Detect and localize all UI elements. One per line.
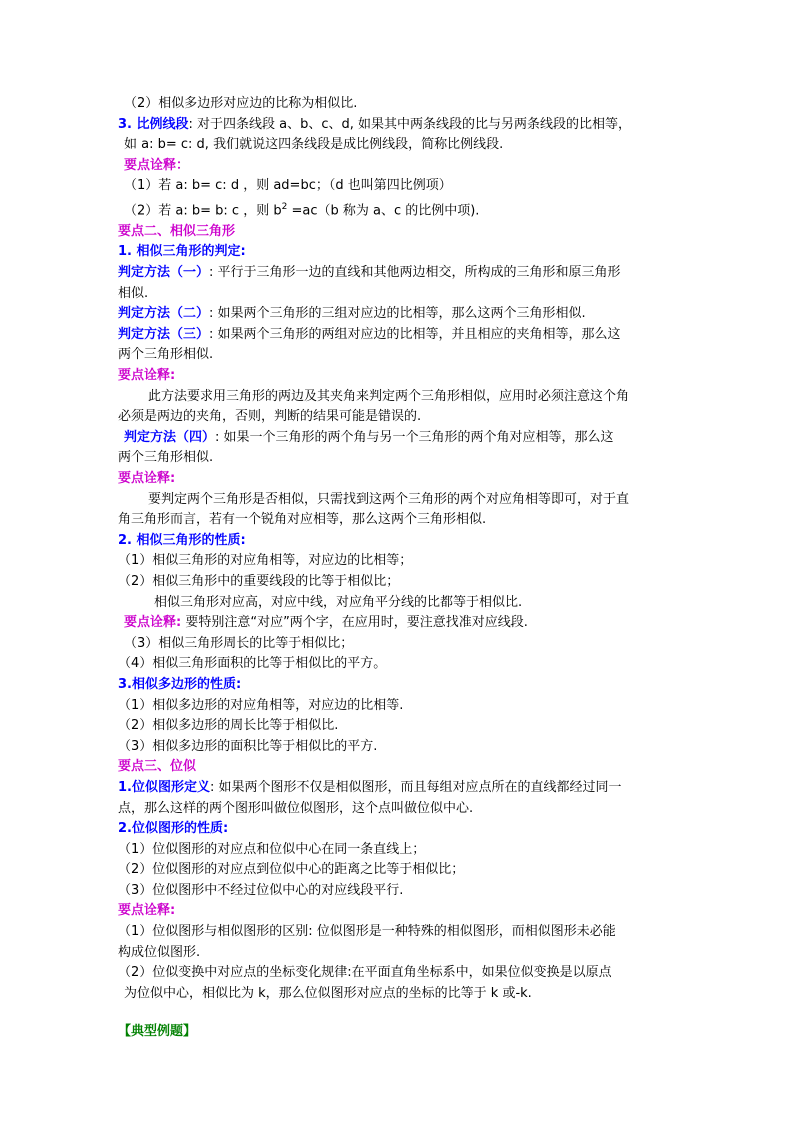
text-line: （3）相似三角形周长的比等于相似比；	[124, 635, 354, 651]
text-line	[118, 115, 666, 136]
text: : 如果一个三角形的两个角与另一个三角形的两个角对应相等，那么这	[215, 429, 614, 445]
section-title: 要点三、位似	[118, 759, 197, 775]
text: : 如果两个三角形的三组对应边的比相等，那么这两个三角形相似.	[209, 306, 586, 322]
text-line: （2）相似三角形中的重要线段的比等于相似比；	[118, 573, 400, 589]
note-heading: 要点诠释:	[118, 368, 176, 384]
text: （2）若 a: b= b: c ，则 b	[124, 203, 282, 219]
method-label: 判定方法（一）	[118, 265, 210, 281]
text-line	[118, 304, 666, 325]
text-line: （4）相似三角形面积的比等于相似比的平方。	[118, 656, 387, 672]
document-page	[118, 94, 666, 1043]
text-line: （3）位似图形中不经过位似中心的对应线段平行.	[118, 882, 404, 898]
text-line: （2）相似多边形对应边的比称为相似比.	[124, 96, 358, 111]
superscript: 2	[281, 201, 288, 212]
text: : 对于四条线段 a、b、c、d, 如果其中两条线段的比与另两条线段的比相等，	[188, 116, 632, 132]
section-heading: 1. 相似三角形的判定:	[118, 244, 246, 260]
text: : 平行于三角形一边的直线和其他两边相交，所构成的三角形和原三角形	[209, 265, 621, 281]
text-line: 相似三角形对应高，对应中线，对应角平分线的比都等于相似比.	[154, 594, 523, 610]
text-line: （1）相似三角形的对应角相等，对应边的比相等；	[118, 553, 413, 569]
text-line: （1）若 a: b= c: d ，则 ad=bc；（d 也叫第四比例项）	[124, 178, 452, 194]
text-line	[118, 263, 666, 284]
method-label: 判定方法（二）	[118, 306, 210, 322]
text-line: （3）相似多边形的面积比等于相似比的平方.	[118, 738, 378, 754]
section-heading: 2. 相似三角形的性质:	[118, 532, 246, 548]
text-line: 如 a: b= c: d, 我们就说这四条线段是成比例线段，简称比例线段.	[124, 137, 504, 153]
section-heading: 3. 比例线段	[118, 116, 189, 132]
section-title: 【典型例题】	[118, 1024, 197, 1040]
text-line	[118, 613, 666, 634]
text-line: 两个三角形相似.	[118, 450, 214, 466]
section-title: 要点二、相似三角形	[118, 223, 236, 239]
text: 要特别注意“对应”两个字，在应用时，要注意找准对应线段.	[181, 615, 528, 631]
text-line: 必须是两边的夹角，否则，判断的结果可能是错误的.	[118, 409, 422, 425]
method-label: 判定方法（四）	[124, 429, 216, 445]
note-heading: 要点诠释:	[124, 615, 182, 631]
text-line	[118, 428, 666, 449]
text-line: 此方法要求用三角形的两边及其夹角来判定两个三角形相似，应用时必须注意这个角	[148, 388, 630, 404]
text-line: 两个三角形相似.	[118, 347, 214, 363]
method-label: 判定方法（三）	[118, 326, 210, 342]
text-line: 为位似中心，相似比为 k，那么位似图形对应点的坐标的比等于 k 或-k.	[124, 985, 532, 1001]
text-line: （1）位似图形的对应点和位似中心在同一条直线上；	[118, 841, 426, 857]
text-line: （1）位似图形与相似图形的区别: 位似图形是一种特殊的相似图形，而相似图形未必能	[118, 924, 616, 940]
note-heading: 要点诠释:	[118, 471, 176, 487]
text: =ac（b 称为 a、c 的比例中项).	[287, 203, 480, 219]
spacer	[118, 1004, 666, 1022]
text-line: 角三角形而言，若有一个锐角对应相等，那么这两个三角形相似.	[118, 512, 487, 528]
text-line: （2）相似多边形的周长比等于相似比.	[118, 718, 339, 734]
text-line: 构成位似图形.	[118, 944, 201, 960]
text-line: （2）位似图形的对应点到位似中心的距离之比等于相似比；	[118, 862, 465, 878]
text-line	[118, 778, 666, 799]
text-line: （1）相似多边形的对应角相等，对应边的比相等.	[118, 697, 404, 713]
text-line	[118, 325, 666, 346]
definition-label: 1.位似图形定义	[118, 779, 210, 795]
section-heading: 3.相似多边形的性质:	[118, 676, 242, 692]
text-line: 要判定两个三角形是否相似，只需找到这两个三角形的两个对应角相等即可，对于直	[148, 491, 630, 507]
note-heading: 要点诠释：	[124, 157, 190, 173]
text-line: 相似.	[118, 285, 149, 301]
text-line	[118, 197, 666, 222]
text: : 如果两个图形不仅是相似图形，而且每组对应点所在的直线都经过同一	[209, 779, 622, 795]
text-line: 点，那么这样的两个图形叫做位似图形，这个点叫做位似中心.	[118, 800, 474, 816]
note-heading: 要点诠释:	[118, 903, 176, 919]
text-line: （2）位似变换中对应点的坐标变化规律:在平面直角坐标系中，如果位似变换是以原点	[118, 965, 612, 981]
section-heading: 2.位似图形的性质:	[118, 821, 229, 837]
text: : 如果两个三角形的两组对应边的比相等，并且相应的夹角相等，那么这	[209, 326, 621, 342]
